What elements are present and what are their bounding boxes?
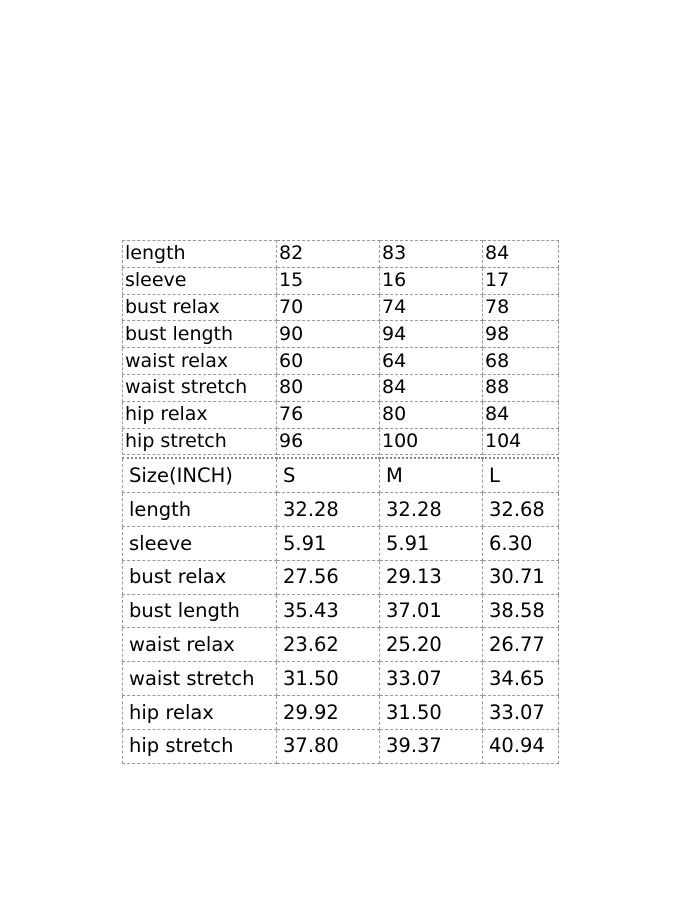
size-l-value: 84 [483, 401, 559, 428]
size-l-value: 17 [483, 267, 559, 294]
size-table-inch [122, 457, 559, 763]
size-l-value: 68 [483, 348, 559, 375]
size-m-value: 31.50 [380, 695, 483, 729]
table-row [123, 267, 559, 294]
size-l-value: 33.07 [483, 695, 559, 729]
size-s-value: 80 [277, 374, 380, 401]
row-label: waist relax [123, 348, 277, 375]
table-row [123, 241, 559, 268]
size-s-value: 37.80 [277, 729, 380, 763]
size-l-value: 34.65 [483, 662, 559, 696]
size-m-value: 37.01 [380, 594, 483, 628]
row-label: sleeve [123, 526, 277, 560]
table-row [123, 348, 559, 375]
size-l-value: 6.30 [483, 526, 559, 560]
row-label: waist stretch [123, 374, 277, 401]
size-m-value: 39.37 [380, 729, 483, 763]
row-label: bust relax [123, 294, 277, 321]
row-label: hip stretch [123, 428, 277, 455]
size-s-value: 35.43 [277, 594, 380, 628]
size-s-value: 27.56 [277, 560, 380, 594]
size-m-value: 64 [380, 348, 483, 375]
table-row [123, 662, 559, 696]
table-row [123, 526, 559, 560]
size-m-value: 100 [380, 428, 483, 455]
size-l-value: 26.77 [483, 628, 559, 662]
table-row [123, 560, 559, 594]
size-s-value: 29.92 [277, 695, 380, 729]
size-m-value: 32.28 [380, 493, 483, 527]
size-l-value: 78 [483, 294, 559, 321]
row-label: waist relax [123, 628, 277, 662]
size-l-value: 98 [483, 321, 559, 348]
size-s-value: 32.28 [277, 493, 380, 527]
size-m-value: 80 [380, 401, 483, 428]
size-l-value: 104 [483, 428, 559, 455]
row-label: sleeve [123, 267, 277, 294]
size-l-value: 88 [483, 374, 559, 401]
header-size-inch: Size(INCH) [123, 458, 277, 492]
size-s-value: 5.91 [277, 526, 380, 560]
size-table-cm [122, 240, 559, 455]
size-m-value: 94 [380, 321, 483, 348]
row-label: bust relax [123, 560, 277, 594]
size-m-value: 29.13 [380, 560, 483, 594]
table-row [123, 428, 559, 455]
table-row [123, 374, 559, 401]
size-s-value: 60 [277, 348, 380, 375]
size-chart [122, 240, 558, 764]
row-label: waist stretch [123, 662, 277, 696]
size-l-value: 84 [483, 241, 559, 268]
row-label: length [123, 241, 277, 268]
header-size-m: M [380, 458, 483, 492]
header-size-l: L [483, 458, 559, 492]
row-label: bust length [123, 321, 277, 348]
table-row [123, 401, 559, 428]
size-s-value: 90 [277, 321, 380, 348]
table-row [123, 321, 559, 348]
row-label: bust length [123, 594, 277, 628]
size-m-value: 33.07 [380, 662, 483, 696]
table-row [123, 294, 559, 321]
table-row [123, 628, 559, 662]
row-label: hip stretch [123, 729, 277, 763]
size-l-value: 38.58 [483, 594, 559, 628]
size-m-value: 25.20 [380, 628, 483, 662]
table-row [123, 729, 559, 763]
size-m-value: 16 [380, 267, 483, 294]
size-m-value: 84 [380, 374, 483, 401]
table-row [123, 594, 559, 628]
header-size-s: S [277, 458, 380, 492]
size-m-value: 5.91 [380, 526, 483, 560]
size-s-value: 15 [277, 267, 380, 294]
size-s-value: 31.50 [277, 662, 380, 696]
size-l-value: 32.68 [483, 493, 559, 527]
size-m-value: 74 [380, 294, 483, 321]
table-row [123, 493, 559, 527]
row-label: hip relax [123, 695, 277, 729]
size-m-value: 83 [380, 241, 483, 268]
table-header-row [123, 458, 559, 492]
size-l-value: 40.94 [483, 729, 559, 763]
size-s-value: 76 [277, 401, 380, 428]
row-label: length [123, 493, 277, 527]
size-l-value: 30.71 [483, 560, 559, 594]
size-s-value: 96 [277, 428, 380, 455]
row-label: hip relax [123, 401, 277, 428]
size-s-value: 70 [277, 294, 380, 321]
table-row [123, 695, 559, 729]
size-s-value: 23.62 [277, 628, 380, 662]
size-s-value: 82 [277, 241, 380, 268]
